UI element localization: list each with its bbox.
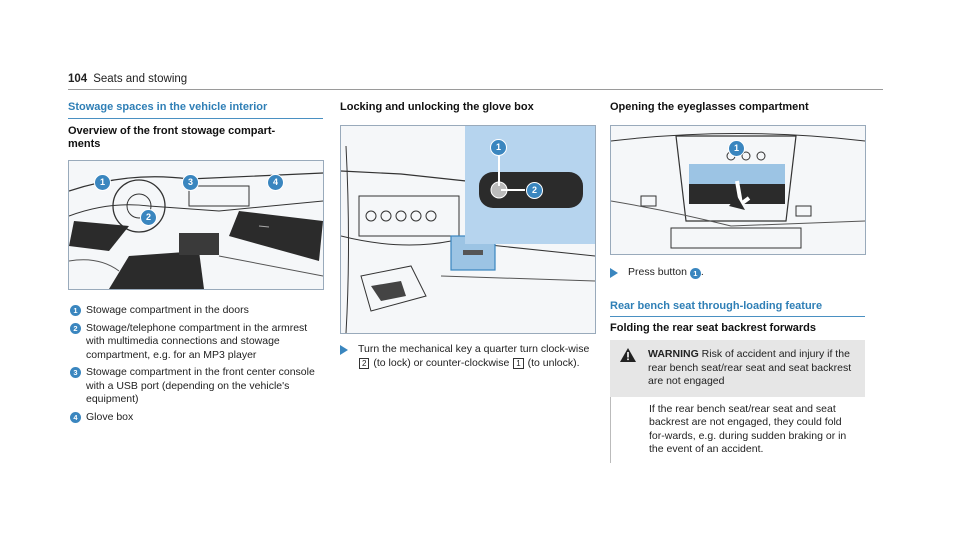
list-item-text: Stowage/telephone compartment in the armrest with multimedia connections and stowage compartment, e.g. for an MP3 player	[86, 321, 308, 361]
callout-3: 3	[182, 174, 199, 191]
section-rule-stowage	[68, 118, 323, 119]
step-text-a: Turn the mechanical key a quarter turn clock-wise	[358, 343, 590, 355]
list-badge: 1	[70, 305, 81, 316]
stowage-list	[70, 304, 320, 428]
step-arrow-icon	[340, 345, 348, 355]
subtitle-glove-box: Locking and unlocking the glove box	[340, 101, 534, 113]
button-1-badge: 1	[690, 268, 701, 279]
step-glove-box	[340, 343, 598, 370]
list-item-text: Glove box	[86, 410, 134, 423]
callout-1: 1	[728, 140, 745, 157]
warning-header	[610, 340, 865, 397]
figure-glove-box	[340, 125, 596, 334]
list-item	[70, 322, 320, 363]
subtitle-eyeglasses: Opening the eyeglasses compartment	[610, 101, 809, 113]
warning-head-text	[648, 348, 855, 389]
header-rule	[68, 89, 883, 90]
warning-box	[610, 340, 865, 463]
list-badge: 3	[70, 367, 81, 378]
step-arrow-icon	[610, 268, 618, 278]
subtitle-overview: Overview of the front stowage compart- ments	[68, 125, 276, 150]
callout-4: 4	[267, 174, 284, 191]
warning-triangle-icon	[620, 348, 638, 389]
section-title-rear-bench: Rear bench seat through-loading feature	[610, 300, 823, 312]
section-rule-rear-bench	[610, 316, 865, 317]
key-1-icon: 1	[513, 358, 523, 369]
header-section: Seats and stowing	[93, 73, 188, 85]
callout-2: 2	[526, 182, 543, 199]
key-2-icon: 2	[359, 358, 369, 369]
list-item	[70, 411, 320, 425]
list-item	[70, 304, 320, 318]
list-badge: 4	[70, 412, 81, 423]
illustration-glove-box	[341, 126, 595, 333]
callout-1: 1	[94, 174, 111, 191]
step-text-b: (to lock) or counter-clockwise	[370, 356, 513, 369]
page-number: 104	[68, 73, 88, 85]
list-item-text: Stowage compartment in the front center console with a USB port (depending on the vehicle's equipment)	[86, 366, 315, 405]
page-header	[68, 73, 187, 85]
subtitle-folding: Folding the rear seat backrest forwards	[610, 322, 817, 334]
list-item-text: Stowage compartment in the doors	[86, 304, 249, 316]
callout-2: 2	[140, 209, 157, 226]
step-text-c: (to unlock).	[524, 356, 580, 369]
figure-eyeglasses	[610, 125, 866, 255]
warning-label: WARNING	[648, 348, 699, 360]
step-text-a: Press button	[628, 266, 690, 278]
step-text	[628, 266, 704, 280]
step-text	[358, 343, 598, 370]
warning-head-detail: Risk of accident and injury if the rear bench seat/rear seat and seat backrest are not engaged	[648, 348, 852, 387]
figure-front-stowage	[68, 160, 324, 290]
list-item	[70, 366, 320, 407]
list-badge: 2	[70, 323, 81, 334]
step-text-b: .	[700, 266, 704, 278]
callout-1: 1	[490, 139, 507, 156]
step-eyeglasses	[610, 266, 865, 280]
warning-body: If the rear bench seat/rear seat and seat backrest are not engaged, they could fold for-wards, e.g. during sudden braking or in the event of an accident.	[610, 397, 865, 463]
section-title-stowage: Stowage spaces in the vehicle interior	[68, 101, 268, 113]
